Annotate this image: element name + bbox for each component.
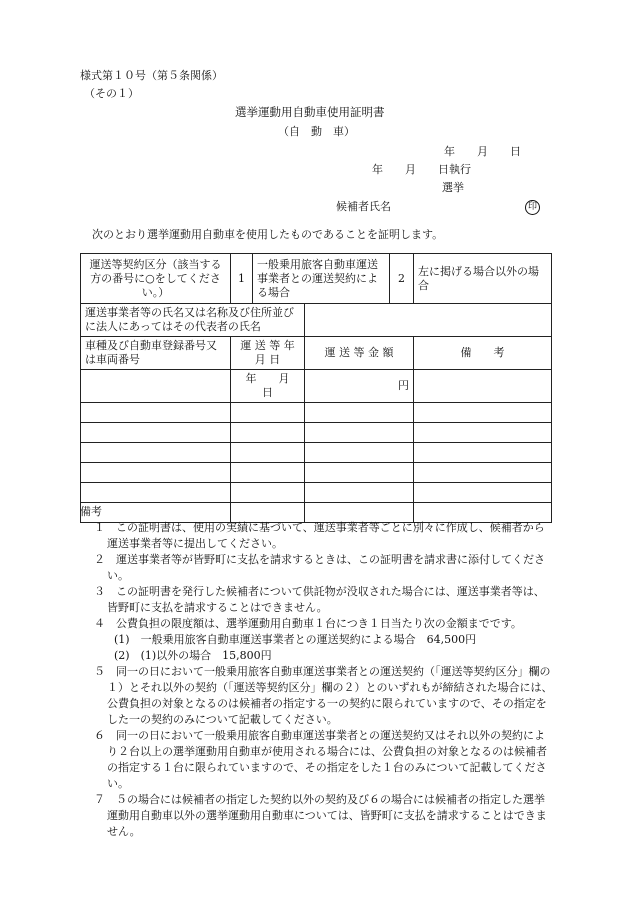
table-row — [81, 483, 552, 503]
amount-cell[interactable] — [305, 483, 414, 503]
amount-cell[interactable] — [305, 423, 414, 443]
date-cell[interactable] — [231, 423, 305, 443]
vehicle-cell[interactable] — [81, 403, 231, 423]
form-number: 様式第１０号（第５条関係） — [80, 69, 223, 82]
table-row — [81, 443, 552, 463]
vehicle-cell[interactable] — [81, 483, 231, 503]
contract-option-1-number[interactable]: 1 — [231, 254, 253, 304]
note-item-6: ６ 同一の日において一般乗用旅客自動車運送事業者との運送契約又はそれ以外の契約により２台以上の選挙運動用自動車が使用される場合には、公費負担の対象となるのは候補者の指定する１台に限られていますので、その指定をした１台のみについて記載してください。 — [94, 729, 547, 790]
amount-column-header: 運 送 等 金 額 — [305, 337, 414, 370]
contract-option-1-text: 一般乗用旅客自動車運送事業者との運送契約による場合 — [253, 254, 390, 304]
remarks-cell[interactable] — [414, 403, 552, 423]
date-cell[interactable] — [231, 483, 305, 503]
note-item-4: ４ 公費負担の限度額は、選挙運動用自動車１台につき１日当たり次の金額までです。 — [94, 617, 522, 630]
amount-cell[interactable] — [305, 463, 414, 483]
table-row — [81, 370, 552, 403]
election-label: 選挙 — [442, 181, 464, 194]
date-column-header: 運 送 等 年 月 日 — [231, 337, 305, 370]
amount-cell[interactable] — [305, 443, 414, 463]
date-cell[interactable]: 年 月 日 — [231, 370, 305, 403]
remarks-cell[interactable] — [414, 463, 552, 483]
date-cell[interactable] — [231, 463, 305, 483]
certificate-table — [80, 253, 552, 523]
note-item-3: ３ この証明書を発行した候補者について供託物が没収された場合には、運送事業者等は、皆野町に支払を請求することはできません。 — [94, 585, 545, 614]
table-row — [81, 463, 552, 483]
notes-section — [80, 504, 555, 840]
vehicle-cell[interactable] — [81, 443, 231, 463]
table-row — [81, 403, 552, 423]
note-item-5: ５ 同一の日において一般乗用旅客自動車運送事業者との運送契約（「運送等契約区分」欄の１）とそれ以外の契約（「運送等契約区分」欄の２）とのいずれもが締結された場合には、公費負担の対象となるのは候補者の指定する一の契約に限られていますので、その指定をした一の契約のみについて記載してください。 — [94, 665, 553, 726]
intro-text: 次のとおり選挙運動用自動車を使用したものであることを証明します。 — [92, 228, 444, 241]
page-subtitle: （自 動 車） — [278, 125, 355, 138]
vehicle-column-header: 車種及び自動車登録番号又は車両番号 — [81, 337, 231, 370]
vehicle-cell[interactable] — [81, 463, 231, 483]
amount-cell[interactable]: 円 — [305, 370, 414, 403]
issue-date: 年 月 日 — [444, 145, 521, 158]
carrier-name-label: 運送事業者等の氏名又は名称及び住所並びに法人にあってはその代表者の氏名 — [81, 304, 305, 337]
sub-number: （その１） — [84, 87, 139, 100]
remarks-cell[interactable] — [414, 483, 552, 503]
seal-mark — [525, 199, 540, 215]
note-item-7: ７ ５の場合には候補者の指定した契約以外の契約及び６の場合には候補者の指定した選挙運動用自動車以外の選挙運動用自動車については、皆野町に支払を請求することはできません。 — [94, 793, 547, 838]
vehicle-cell[interactable] — [81, 423, 231, 443]
remarks-column-header: 備 考 — [414, 337, 552, 370]
date-cell[interactable] — [231, 443, 305, 463]
note-item-4-sub-1: (1) 一般乗用旅客自動車運送事業者との運送契約による場合 64,500円 — [114, 633, 477, 646]
seal-text: 印 — [525, 200, 540, 215]
remarks-cell[interactable] — [414, 443, 552, 463]
contract-option-2-text: 左に掲げる場合以外の場合 — [414, 254, 552, 304]
amount-cell[interactable] — [305, 403, 414, 423]
page-title: 選挙運動用自動車使用証明書 — [235, 105, 385, 119]
election-date: 年 月 日執行 — [372, 163, 471, 176]
table-row — [81, 423, 552, 443]
note-item-1: １ この証明書は、使用の実績に基づいて、運送事業者等ごとに別々に作成し、候補者から運送事業者等に提出してください。 — [94, 521, 545, 550]
date-cell[interactable] — [231, 403, 305, 423]
note-item-4-sub-2: (2) (1)以外の場合 15,800円 — [114, 649, 272, 662]
notes-heading: 備考 — [80, 505, 102, 518]
carrier-name-field[interactable] — [305, 304, 552, 337]
vehicle-cell[interactable] — [81, 370, 231, 403]
remarks-cell[interactable] — [414, 423, 552, 443]
remarks-cell[interactable] — [414, 370, 552, 403]
contract-option-2-number[interactable]: 2 — [390, 254, 414, 304]
contract-type-label: 運送等契約区分（該当する方の番号に○をしてください。） — [81, 254, 231, 304]
candidate-name-label: 候補者氏名 — [336, 200, 391, 213]
note-item-2: ２ 運送事業者等が皆野町に支払を請求するときは、この証明書を請求書に添付してください。 — [94, 553, 545, 582]
